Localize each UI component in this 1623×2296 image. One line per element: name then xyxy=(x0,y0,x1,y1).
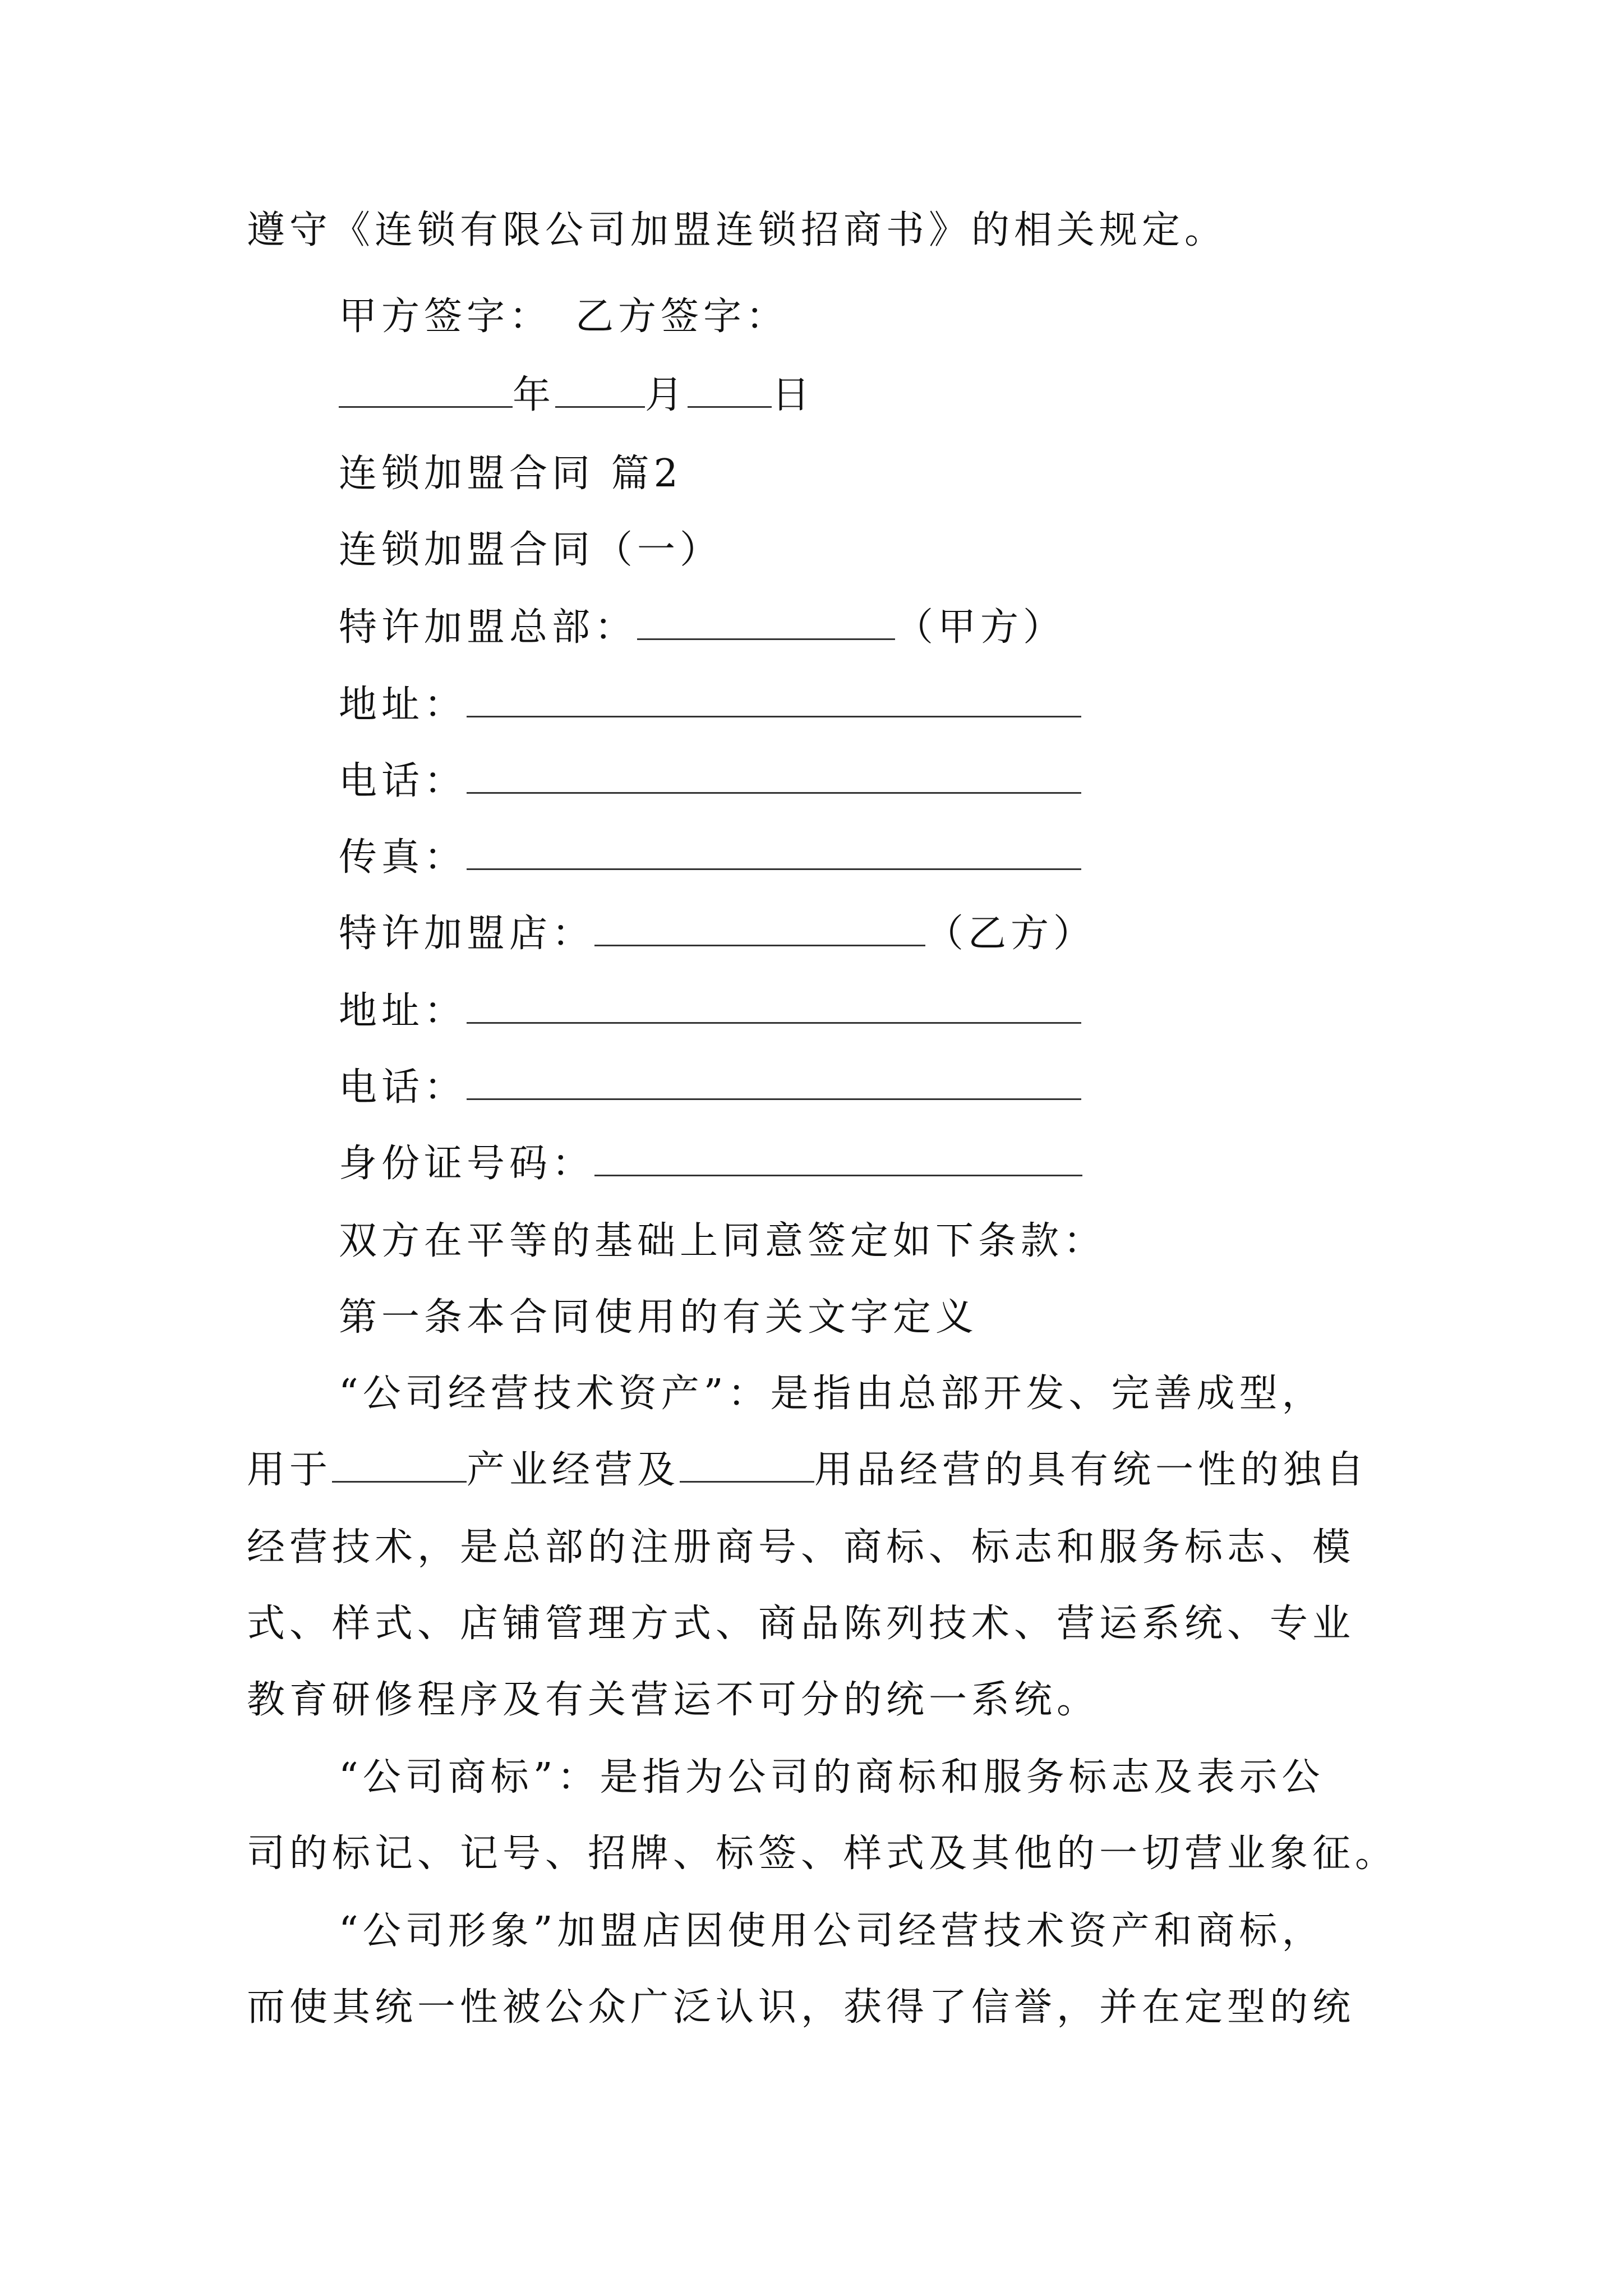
paragraph-line xyxy=(339,1369,1325,1419)
field-label: 传真： xyxy=(339,835,467,880)
field-label: 地址： xyxy=(339,683,467,727)
party-label: （乙方） xyxy=(925,912,1096,956)
phone-line xyxy=(339,1062,1081,1113)
field-label: 特许加盟总部： xyxy=(339,605,638,650)
field-label: 特许加盟店： xyxy=(339,912,595,956)
month-blank[interactable] xyxy=(555,371,645,408)
text: 司的标记、记号、招牌、标签、样式及其他的一切营业象征。 xyxy=(247,1832,1398,1876)
text: 而使其统一性被公众广泛认识，获得了信誉，并在定型的统 xyxy=(247,1985,1355,2030)
text: 双方在平等的基础上同意签定如下条款： xyxy=(339,1219,1106,1263)
signature-line xyxy=(339,292,789,342)
text: 教育研修程序及有关营运不可分的统一系统。 xyxy=(247,1678,1100,1722)
franchisee-line xyxy=(339,909,1096,959)
text: “公司形象”加盟店因使用公司经营技术资产和商标， xyxy=(339,1909,1325,1953)
phone-blank[interactable] xyxy=(467,757,1081,794)
text: 用于 xyxy=(247,1448,333,1492)
text: “公司商标”：是指为公司的商标和服务标志及表示公 xyxy=(339,1755,1325,1800)
fax-line xyxy=(339,832,1081,883)
paragraph-line xyxy=(247,1675,1099,1726)
fax-blank[interactable] xyxy=(467,834,1081,870)
address-blank[interactable] xyxy=(467,681,1081,717)
day-blank[interactable] xyxy=(688,371,772,408)
paragraph-line xyxy=(339,1216,1106,1267)
address-line xyxy=(339,680,1081,730)
address-line xyxy=(339,986,1081,1037)
franchisee-blank[interactable] xyxy=(594,910,925,946)
paragraph-line xyxy=(247,205,1227,256)
text: 第一条本合同使用的有关文字定义 xyxy=(339,1295,979,1340)
franchisor-line xyxy=(339,602,1066,653)
paragraph-line xyxy=(247,1829,1398,1879)
id-number-blank[interactable] xyxy=(594,1140,1082,1176)
section-heading xyxy=(339,449,683,499)
day-label: 日 xyxy=(772,373,815,417)
text: 甲方签字： 乙方签字： xyxy=(339,295,789,339)
franchisor-blank[interactable] xyxy=(637,604,895,640)
text: 连锁加盟合同 篇2 xyxy=(339,452,683,496)
paragraph-line xyxy=(339,1906,1325,1957)
contract-title xyxy=(339,525,722,576)
text: 经营技术，是总部的注册商号、商标、标志和服务标志、模 xyxy=(247,1525,1355,1570)
month-label: 月 xyxy=(645,373,688,417)
paragraph-line xyxy=(247,1445,1368,1496)
article-heading xyxy=(339,1292,978,1343)
product-blank[interactable] xyxy=(680,1446,814,1483)
phone-blank[interactable] xyxy=(467,1064,1081,1100)
paragraph-line xyxy=(247,1599,1355,1649)
year-label: 年 xyxy=(513,373,556,417)
text: “公司经营技术资产”：是指由总部开发、完善成型， xyxy=(339,1372,1325,1416)
text: 式、样式、店铺管理方式、商品陈列技术、营运系统、专业 xyxy=(247,1602,1355,1646)
field-label: 身份证号码： xyxy=(339,1142,595,1186)
date-line xyxy=(339,370,814,421)
paragraph-line xyxy=(247,1522,1355,1573)
text: 用品经营的具有统一性的独自 xyxy=(814,1448,1369,1492)
field-label: 电话： xyxy=(339,759,467,803)
year-blank[interactable] xyxy=(339,371,513,408)
industry-blank[interactable] xyxy=(332,1446,467,1483)
phone-line xyxy=(339,756,1081,807)
id-number-line xyxy=(339,1139,1082,1189)
text: 产业经营及 xyxy=(467,1448,680,1492)
field-label: 电话： xyxy=(339,1065,467,1110)
text: 遵守《连锁有限公司加盟连锁招商书》的相关规定。 xyxy=(247,208,1228,252)
paragraph-line xyxy=(247,1982,1355,2033)
field-label: 地址： xyxy=(339,989,467,1033)
text: 连锁加盟合同（一） xyxy=(339,528,723,572)
address-blank[interactable] xyxy=(467,987,1081,1024)
party-label: （甲方） xyxy=(895,605,1066,650)
paragraph-line xyxy=(339,1752,1325,1803)
